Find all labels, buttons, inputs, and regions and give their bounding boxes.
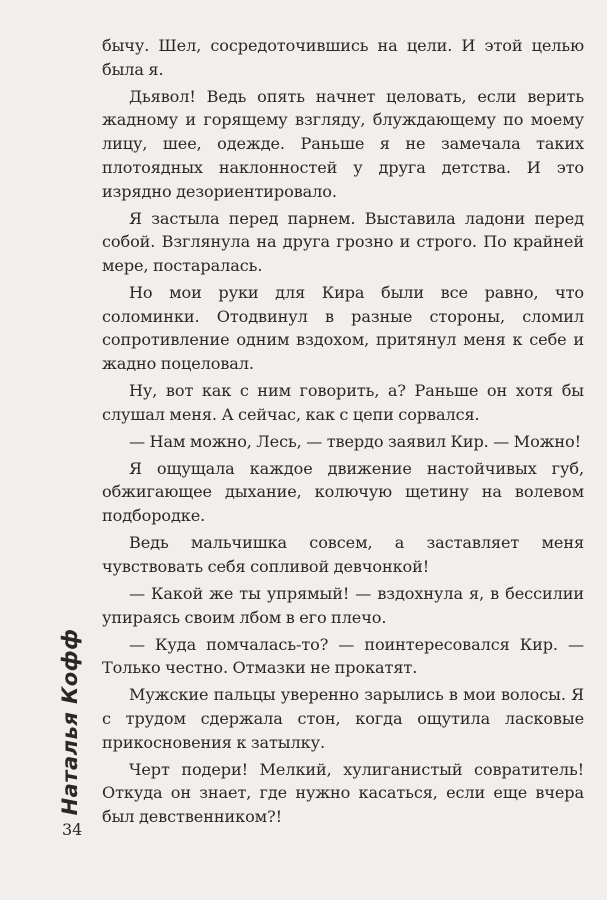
paragraph-9: — Какой же ты упрямый! — вздохнула я, в бессилии упираясь своим лбом в его плечо.: [102, 583, 584, 627]
paragraph-12: Черт подери! Мелкий, хулиганистый совратитель! Откуда он знает, где нужно касаться, если еще вчера был девственником?!: [102, 759, 584, 827]
paragraph-8: Ведь мальчишка совсем, а заставляет меня чувствовать себя сопливой девчонкой!: [102, 533, 584, 576]
paragraph-6: — Нам можно, Лесь, — твердо заявил Кир. — Можно!: [129, 431, 581, 451]
paragraph-1: бычу. Шел, сосредоточившись на цели. И этой целью была я.: [102, 36, 584, 79]
body-text: [102, 34, 584, 832]
page-number: 34: [62, 820, 83, 839]
running-head-author: [54, 622, 86, 822]
paragraph-4: Но мои руки для Кира были все равно, что соломинки. Отодвинул в разные стороны, сломил сопротивление одним вздохом, притянул меня к себе и жадно поцеловал.: [102, 282, 584, 374]
paragraph-11: Мужские пальцы уверенно зарылись в мои волосы. Я с трудом сдержала стон, когда ощутила ласковые прикосновения к затылку.: [102, 685, 584, 752]
paragraph-2: Дьявол! Ведь опять начнет целовать, если верить жадному и горящему взгляду, блуждающему по моему лицу, шее, одежде. Раньше я не замечала таких плотоядных наклонностей у друга детства. И это изрядно дезориентировало.: [102, 86, 584, 201]
paragraph-7: Я ощущала каждое движение настойчивых губ, обжигающее дыхание, колючую щетину на волевом подбородке.: [102, 458, 584, 526]
paragraph-5: Ну, вот как с ним говорить, а? Раньше он хотя бы слушал меня. А сейчас, как с цепи сорвался.: [102, 381, 584, 424]
paragraph-10: — Куда помчалась-то? — поинтересовался Кир. — Только честно. Отмазки не прокатят.: [102, 634, 584, 678]
author-name: Наталья Кофф: [58, 628, 82, 816]
paragraph-3: Я застыла перед парнем. Выставила ладони перед собой. Взглянула на друга грозно и строго. По крайней мере, постаралась.: [102, 208, 584, 275]
